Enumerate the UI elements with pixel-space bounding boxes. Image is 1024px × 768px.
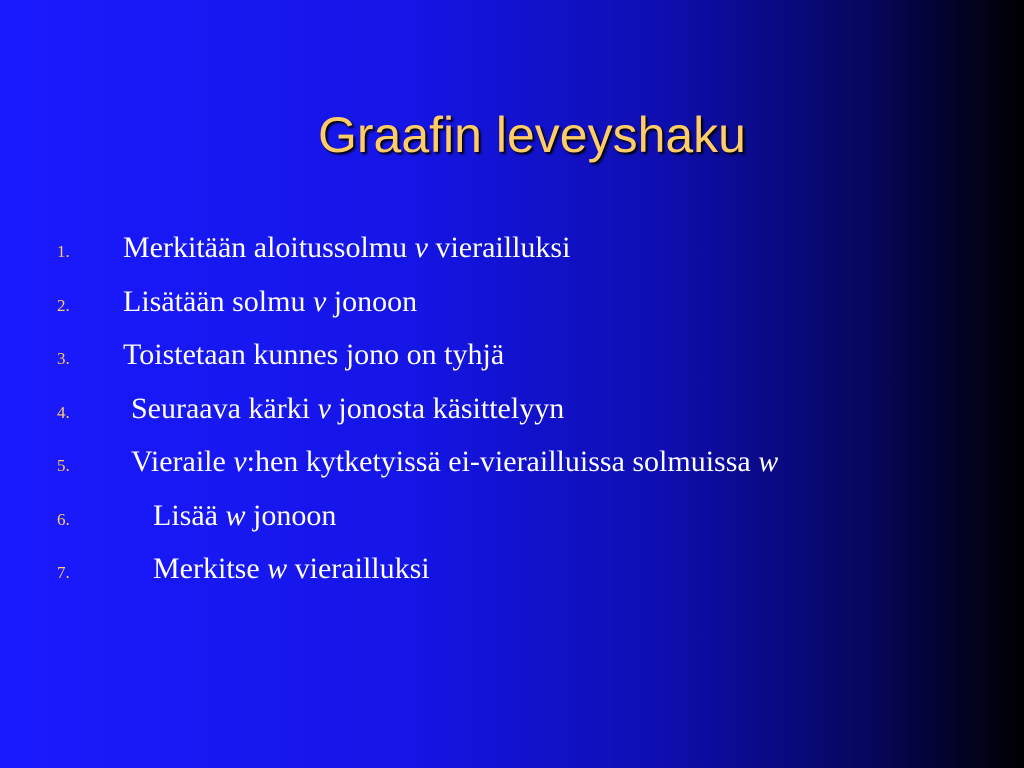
step-text: Seuraava kärki v jonosta käsittelyyn: [131, 391, 565, 425]
step-text: Toistetaan kunnes jono on tyhjä: [123, 338, 505, 371]
step-text: Lisää w jonoon: [153, 498, 337, 532]
step-text: Merkitään aloitussolmu v vierailluksi: [123, 231, 571, 264]
list-item: [0, 383, 1024, 437]
step-number: 5.: [57, 456, 70, 475]
step-text: Lisätään solmu v jonoon: [123, 284, 418, 318]
step-text: Vieraile v:hen kytketyissä ei-vierailluissa solmuissa w: [131, 445, 779, 478]
step-number: 4.: [57, 402, 70, 422]
step-number: 7.: [57, 563, 70, 582]
list-item: [0, 276, 1024, 330]
step-number: 1.: [57, 242, 70, 261]
list-item: [0, 490, 1024, 544]
step-number: 3.: [57, 349, 70, 368]
step-number: 2.: [57, 295, 70, 315]
step-number: 6.: [57, 509, 70, 529]
list-item: [0, 436, 1024, 490]
list-item: [0, 222, 1024, 276]
algorithm-steps: [0, 222, 1024, 597]
list-item: [0, 329, 1024, 383]
slide-title: Graafin leveyshaku: [317, 107, 746, 163]
step-text: Merkitse w vierailluksi: [153, 552, 430, 585]
list-item: [0, 543, 1024, 597]
